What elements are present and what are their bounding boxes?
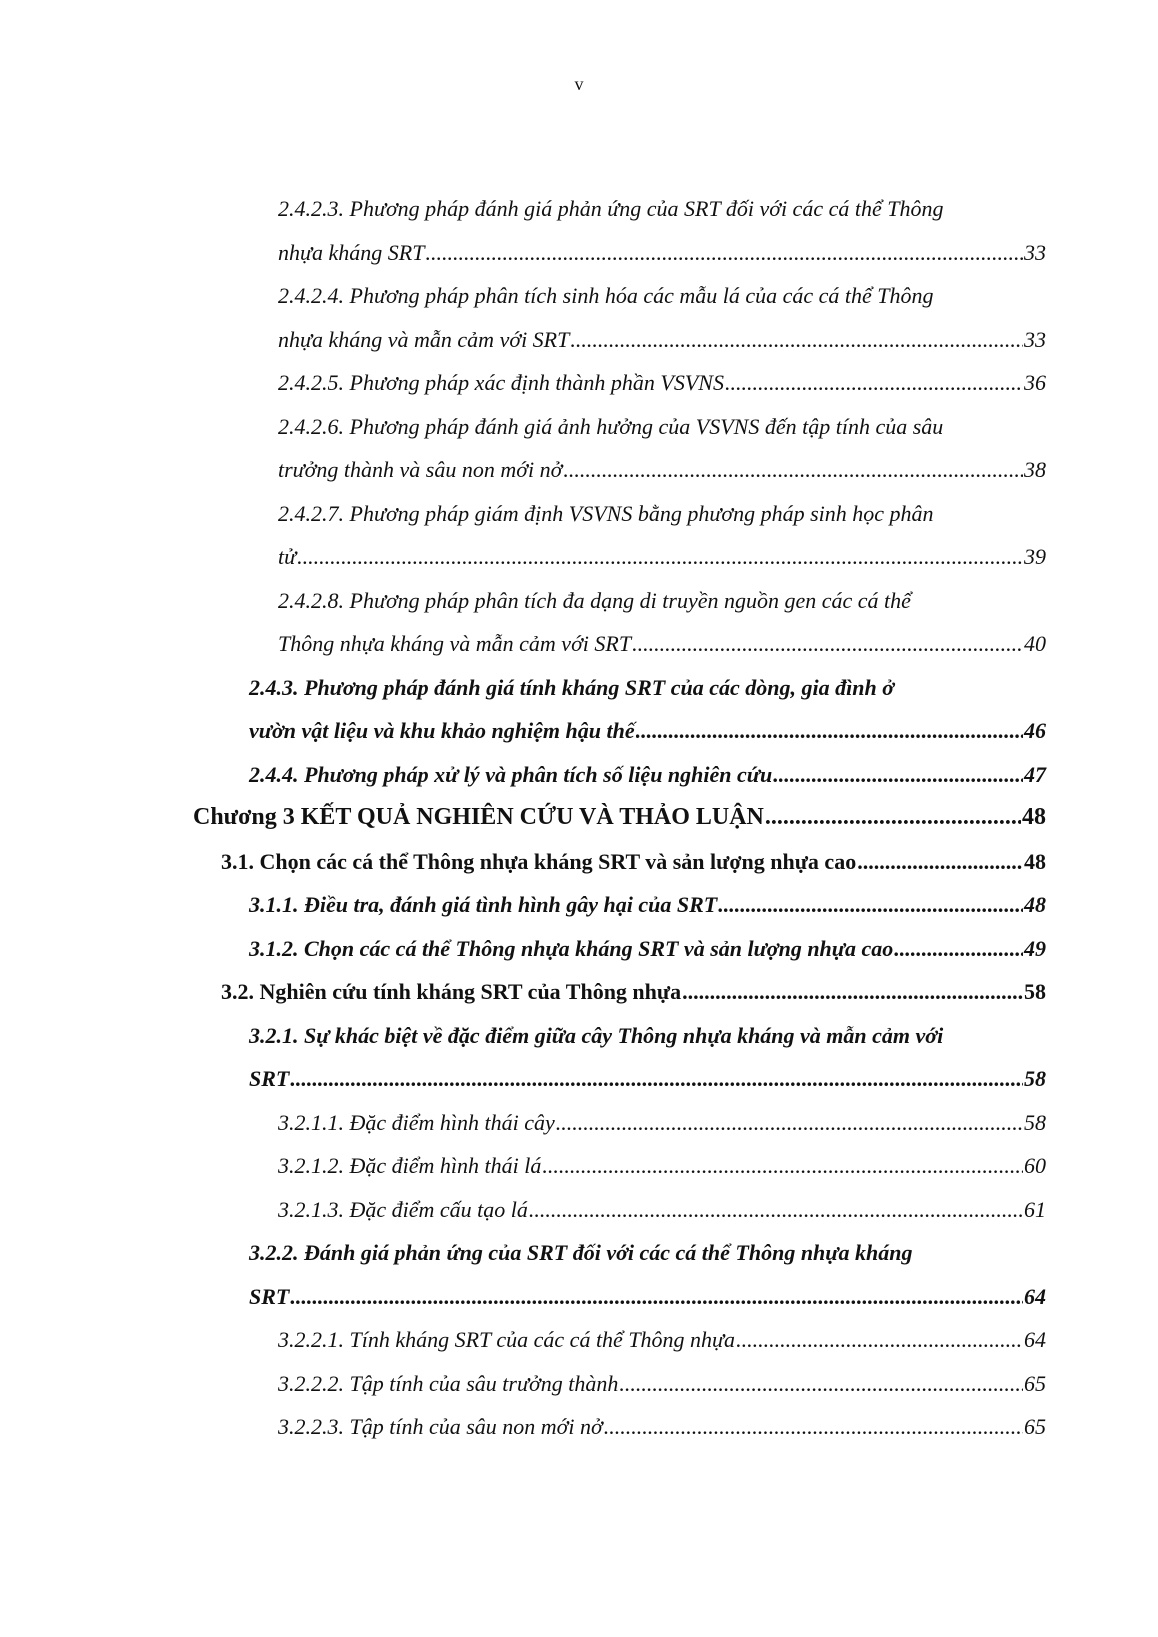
dot-leader <box>290 1057 1023 1101</box>
toc-entry-title: 2.4.2.4. Phương pháp phân tích sinh hóa các mẫu lá của các cá thể Thông <box>278 283 934 308</box>
toc-page-number: 36 <box>1024 370 1046 395</box>
toc-entry[interactable] <box>0 970 1158 1014</box>
toc-entry[interactable] <box>0 1362 1158 1406</box>
toc-entry-title: 3.2.2.3. Tập tính của sâu non mới nở <box>278 1414 603 1439</box>
dot-leader <box>297 535 1023 579</box>
toc-entry-title: 3.2.2.1. Tính kháng SRT của các cá thể Thông nhựa <box>278 1327 736 1352</box>
toc-page-number: 48 <box>1022 804 1046 830</box>
dot-leader <box>542 1144 1023 1188</box>
toc-page-number: 65 <box>1024 1370 1046 1396</box>
toc-entry-title-cont: nhựa kháng và mẫn cảm với SRT <box>278 326 570 352</box>
toc-page-number: 47 <box>1024 761 1046 787</box>
toc-entry-title-cont: nhựa kháng SRT <box>278 239 425 265</box>
toc-entry[interactable] <box>0 753 1158 797</box>
toc-entry-title: 2.4.3. Phương pháp đánh giá tính kháng SRT của các dòng, gia đình ở <box>249 674 894 700</box>
toc-page-number: 58 <box>1024 1109 1046 1135</box>
dot-leader <box>619 1362 1023 1406</box>
toc-entry-title: 3.2.2.2. Tập tính của sâu trưởng thành <box>278 1370 619 1396</box>
dot-leader <box>529 1188 1023 1232</box>
toc-entry-title: 2.4.2.5. Phương pháp xác định thành phần VSVNS <box>278 370 724 395</box>
toc-entry[interactable] <box>0 840 1158 884</box>
toc-page-number: 64 <box>1024 1283 1046 1309</box>
toc-page-number: 46 <box>1024 718 1046 743</box>
toc-entry-title-cont: trưởng thành và sâu non mới nở <box>278 457 563 482</box>
toc-entry-title: 3.2.1. Sự khác biệt về đặc điểm giữa cây Thông nhựa kháng và mẫn cảm với <box>249 1022 944 1048</box>
toc-page-number: 61 <box>1024 1196 1046 1222</box>
toc-entry[interactable] <box>0 361 1158 405</box>
dot-leader <box>636 709 1023 753</box>
dot-leader <box>725 361 1023 405</box>
toc-entry-title-cont: Thông nhựa kháng và mẫn cảm với SRT <box>278 631 632 656</box>
toc-page-number: 64 <box>1024 1327 1046 1352</box>
dot-leader <box>857 840 1023 884</box>
toc-entry-title: 3.2.1.3. Đặc điểm cấu tạo lá <box>278 1196 528 1222</box>
dot-leader <box>556 1101 1023 1145</box>
toc-entry[interactable] <box>0 1405 1158 1449</box>
toc-page-number: 49 <box>1024 935 1046 961</box>
toc-entry-title: 2.4.4. Phương pháp xử lý và phân tích số liệu nghiên cứu <box>249 761 773 787</box>
toc-entry[interactable] <box>0 492 1158 579</box>
toc-entry-title: 3.1.1. Điều tra, đánh giá tình hình gây hại của SRT <box>249 892 718 917</box>
toc-entry[interactable] <box>0 883 1158 927</box>
toc-page-number: 58 <box>1024 979 1046 1004</box>
toc-entry[interactable] <box>0 1144 1158 1188</box>
dot-leader <box>718 883 1023 927</box>
toc-entry-title: 3.2.1.1. Đặc điểm hình thái cây <box>278 1109 555 1135</box>
toc-page-number: 58 <box>1024 1066 1046 1091</box>
toc-entry[interactable] <box>0 666 1158 753</box>
toc-entry-title: 3.1.2. Chọn các cá thể Thông nhựa kháng SRT và sản lượng nhựa cao <box>249 935 894 961</box>
toc-page-number: 48 <box>1024 848 1046 874</box>
dot-leader <box>604 1405 1023 1449</box>
toc-page-number: 38 <box>1024 457 1046 482</box>
dot-leader <box>570 318 1023 362</box>
toc-entry[interactable] <box>0 1188 1158 1232</box>
toc-entry-title: 2.4.2.7. Phương pháp giám định VSVNS bằng phương pháp sinh học phân <box>278 500 934 526</box>
dot-leader <box>765 796 1021 840</box>
toc-page-number: 39 <box>1024 544 1046 569</box>
dot-leader <box>563 448 1023 492</box>
toc-page-number: 60 <box>1024 1153 1046 1178</box>
toc-entry-title: 3.2. Nghiên cứu tính kháng SRT của Thông nhựa <box>221 979 682 1004</box>
toc-entry[interactable] <box>0 927 1158 971</box>
toc-entry[interactable] <box>0 405 1158 492</box>
page-number: v <box>574 74 584 94</box>
toc-entry[interactable] <box>0 1318 1158 1362</box>
toc-entry-title-cont: SRT <box>249 1066 290 1091</box>
toc-page-number: 65 <box>1024 1414 1046 1439</box>
toc-entry[interactable] <box>0 187 1158 274</box>
toc-entry-title: 2.4.2.6. Phương pháp đánh giá ảnh hưởng của VSVNS đến tập tính của sâu <box>278 413 944 439</box>
toc-entry-title-cont: vườn vật liệu và khu khảo nghiệm hậu thế <box>249 718 635 743</box>
toc-entry-title-cont: tử <box>278 544 297 569</box>
toc-entry-title: 3.1. Chọn các cá thể Thông nhựa kháng SRT và sản lượng nhựa cao <box>221 848 857 874</box>
toc-entry-title: 2.4.2.8. Phương pháp phân tích đa dạng di truyền nguồn gen các cá thể <box>278 587 911 613</box>
dot-leader <box>773 753 1023 797</box>
toc-page-number: 33 <box>1024 326 1046 352</box>
toc-entry-title-cont: SRT <box>249 1283 290 1309</box>
toc-entry-title: 3.2.1.2. Đặc điểm hình thái lá <box>278 1153 542 1178</box>
toc-entry[interactable] <box>0 1231 1158 1318</box>
dot-leader <box>632 622 1023 666</box>
toc-entry[interactable] <box>0 1101 1158 1145</box>
toc-page-number: 48 <box>1024 892 1046 917</box>
toc-entry[interactable] <box>0 579 1158 666</box>
toc-entry-title: 2.4.2.3. Phương pháp đánh giá phản ứng của SRT đối với các cá thể Thông <box>278 196 944 221</box>
toc-entry-title: 3.2.2. Đánh giá phản ứng của SRT đối với các cá thể Thông nhựa kháng <box>249 1240 913 1265</box>
dot-leader <box>736 1318 1023 1362</box>
toc-page-number: 40 <box>1024 631 1046 656</box>
toc-entry-chapter[interactable] <box>0 796 1158 840</box>
toc-entry-title: Chương 3 KẾT QUẢ NGHIÊN CỨU VÀ THẢO LUẬN <box>193 804 764 830</box>
toc-entry[interactable] <box>0 1014 1158 1101</box>
dot-leader <box>290 1275 1023 1319</box>
dot-leader <box>682 970 1023 1014</box>
table-of-contents <box>0 187 1158 1449</box>
toc-page-number: 33 <box>1024 239 1046 265</box>
toc-entry[interactable] <box>0 274 1158 361</box>
dot-leader <box>425 231 1023 275</box>
dot-leader <box>894 927 1023 971</box>
